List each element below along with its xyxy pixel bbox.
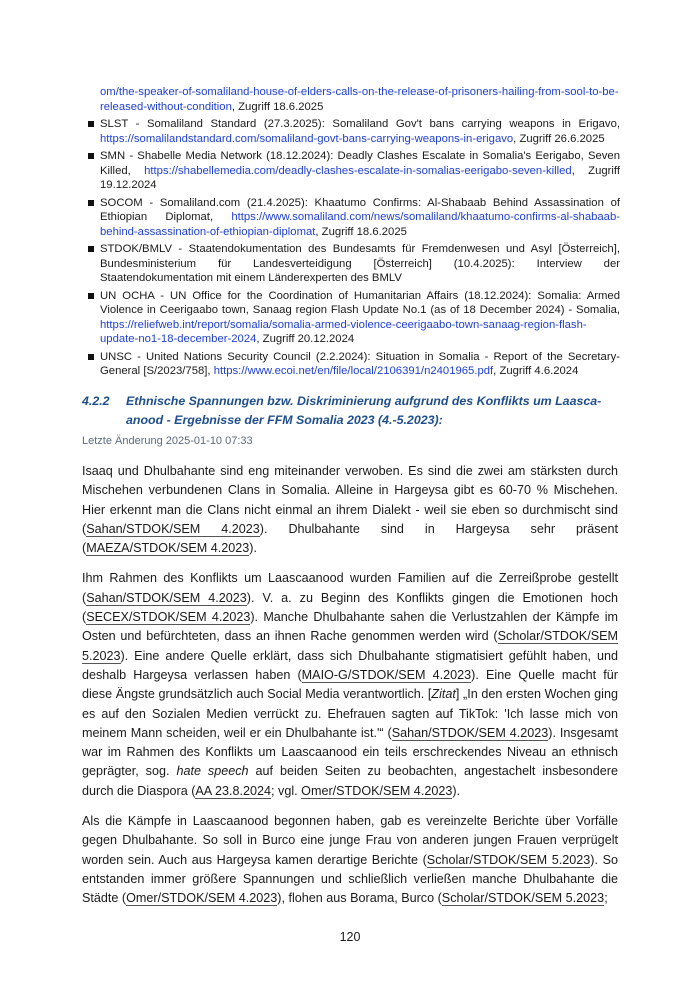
source-citation[interactable]: MAIO-G/STDOK/SEM 4.2023 [301,667,472,682]
source-citation[interactable]: Scholar/STDOK/SEM 5.2023 [82,629,618,663]
reference-item: om/the-speaker-of-somaliland-house-of-elders-calls-on-the-release-of-prisoners-hailing-from-sool-to-be-released-without-condition, Zugriff 18.6.2025 [100,86,619,113]
paragraph: Isaaq und Dhulbahante sind eng miteinander verwoben. Es sind die zwei am stärksten durch Mischehen verbundenen Clans in Somalia. Alleine in Hargeysa gibt es 60-70 % Mischehen. Hier erkennt man die Clans nicht einmal an ihrem Dialekt - weil sie eben so durchmischt sind (Sahan/STDOK/SEM 4.2023). Dhulbahante sind in Hargeysa sehr präsent (MAEZA/STDOK/SEM 4.2023). [82,464,618,556]
paragraph: Ihm Rahmen des Konflikts um Laascaanood wurden Familien auf die Zerreißprobe gestellt (Sahan/STDOK/SEM 4.2023). V. a. zu Beginn des Konflikts gingen die Emotionen hoch (SECEX/STDOK/SEM 4.2023). Manche Dhulbahante sahen die Verlustzahlen der Kämpfe im Osten und befürchteten, dass an ihnen Rache genommen werden wird (Scholar/STDOK/SEM 5.2023). Eine andere Quelle erklärt, dass sich Dhulbahante stigmatisiert gefühlt haben, und deshalb Hargeysa verlassen haben (MAIO-G/STDOK/SEM 4.2023). Eine Quelle macht für diese Ängste grundsätzlich auch Social Media verantwortlich. [Zitat] „In den ersten Wochen ging es auf den Sozialen Medien verrückt zu. Ehefrauen sagten auf TikTok: 'Ich lasse mich von meinem Mann scheiden, weil er ein Dhulbahante ist.'“ (Sahan/STDOK/SEM 4.2023). Insgesamt war im Rahmen des Konflikts um Laascaanood ein teils erschreckendes Niveau an ethnisch geprägter, sog. hate speech auf beiden Seiten zu beobachten, angestachelt insbesondere durch die Diaspora (AA 23.8.2024; vgl. Omer/STDOK/SEM 4.2023). [82,571,619,798]
source-citation[interactable]: Omer/STDOK/SEM 4.2023 [126,891,278,906]
source-citation[interactable]: Sahan/STDOK/SEM 4.2023 [391,725,549,740]
paragraph: Als die Kämpfe in Laascaanood begonnen haben, gab es vereinzelte Berichte über Vorfälle gegen Dhulbahante. So soll in Burco eine junge Frau von anderen jungen Frauen verprügelt worden sein. Auch aus Hargeysa kamen derartige Berichte (Scholar/STDOK/SEM 5.2023). So entstanden immer größere Spannungen und schließlich verließen manche Dhulbahante die Städte (Omer/STDOK/SEM 4.2023), flohen aus Borama, Burco (Scholar/STDOK/SEM 5.2023; [82,814,618,906]
source-citation[interactable]: Scholar/STDOK/SEM 5.2023 [441,891,605,906]
reference-item: UN OCHA - UN Office for the Coordination of Humanitarian Affairs (18.12.2024): Somalia: Armed Violence in Ceerigaabo town, Sanaag region Flash Update No.1 (as of 18 December 2024) - Somalia, https://reliefweb.int/report/somalia/somalia-armed-violence-ceerigaabo-town-sanaag-region-flash-update-no1-18-december-2024, Zugriff 20.12.2024 [88,289,620,347]
source-citation[interactable]: SECEX/STDOK/SEM 4.2023 [86,610,251,625]
reference-link[interactable]: https://reliefweb.int/report/somalia/somalia-armed-violence-ceerigaabo-town-sanaag-region-flash-update-no1-18-december-2024 [100,318,587,345]
reference-item: SOCOM - Somaliland.com (21.4.2025): Khaatumo Confirms: Al-Shabaab Behind Assassination of Ethiopian Diplomat, https://www.somaliland.com/news/somaliland/khaatumo-confirms-al-shabaab-behind-assassination-of-ethiopian-diplomat, Zugriff 18.6.2025 [88,196,620,240]
source-citation[interactable]: Omer/STDOK/SEM 4.2023 [301,783,453,798]
reference-link[interactable]: om/the-speaker-of-somaliland-house-of-elders-calls-on-the-release-of-prisoners-hailing-from-sool-to-be-released-without-condition [100,86,619,113]
source-citation[interactable]: AA 23.8.2024 [195,783,272,798]
bullet-icon [88,153,94,159]
bullet-icon [88,293,94,299]
reference-link[interactable]: https://somalilandstandard.com/somaliland-govt-bans-carrying-weapons-in-erigavo [100,132,514,145]
section-heading: 4.2.2 Ethnische Spannungen bzw. Diskriminierung aufgrund des Konflikts um Laasca- anood - Ergebnisse der FFM Somalia 2023 (4.-5.2023): [82,394,602,427]
reference-link[interactable]: https://shabellemedia.com/deadly-clashes-escalate-in-somalias-eerigabo-seven-killed [144,164,572,177]
source-citation[interactable]: MAEZA/STDOK/SEM 4.2023 [86,541,250,556]
bullet-icon [88,354,94,360]
reference-item: UNSC - United Nations Security Council (2.2.2024): Situation in Somalia - Report of the Secretary-General [S/2023/758], https://www.ecoi.net/en/file/local/2106391/n2401965.pdf, Zugriff 4.6.2024 [88,350,620,379]
bullet-icon [88,200,94,206]
section-number: 4.2.2 [82,394,110,408]
reference-link[interactable]: https://www.somaliland.com/news/somaliland/khaatumo-confirms-al-shabaab-behind-assassination-of-ethiopian-diplomat [100,211,620,238]
reference-item: STDOK/BMLV - Staatendokumentation des Bundesamts für Fremdenwesen und Asyl [Österreich], Bundesministerium für Landesverteidigung [Österreich] (10.4.2025): Interview der Staatendokumentation mit einem Länderexperten des BMLV [88,242,620,286]
page-number: 120 [339,930,361,944]
reference-link[interactable]: https://www.ecoi.net/en/file/local/2106391/n2401965.pdf [213,365,494,377]
source-citation[interactable]: Scholar/STDOK/SEM 5.2023 [426,852,591,867]
reference-item: SMN - Shabelle Media Network (18.12.2024): Deadly Clashes Escalate in Somalia's Eerigabo, Seven Killed, https://shabellemedia.com/deadly-clashes-escalate-in-somalias-eerigabo-seven-killed, Zugriff 19.12.2024 [88,149,620,193]
bullet-icon [88,121,94,127]
source-citation[interactable]: Sahan/STDOK/SEM 4.2023 [86,590,247,605]
reference-list [88,85,620,382]
last-change-note: Letzte Änderung 2025-01-10 07:33 [82,435,253,447]
section-body [82,462,618,920]
reference-item: SLST - Somaliland Standard (27.3.2025): Somaliland Gov't bans carrying weapons in Erigavo, https://somalilandstandard.com/somaliland-govt-bans-carrying-weapons-in-erigavo, Zugriff 26.6.2025 [88,117,620,146]
source-citation[interactable]: Sahan/STDOK/SEM 4.2023 [86,521,260,536]
bullet-icon [88,246,94,252]
